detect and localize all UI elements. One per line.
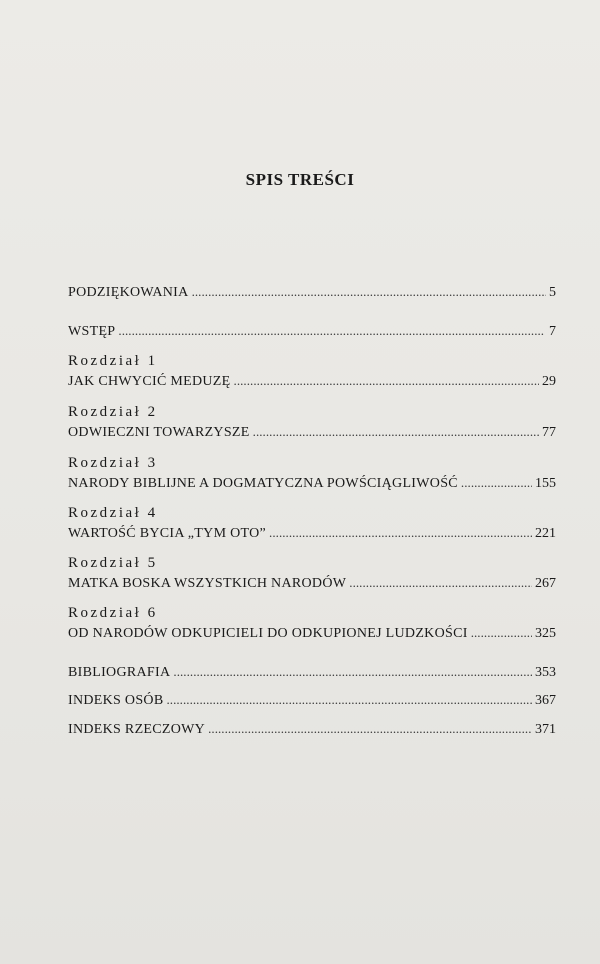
dot-leader bbox=[253, 424, 539, 440]
dot-leader bbox=[173, 664, 532, 680]
toc-page-number: 267 bbox=[535, 576, 556, 591]
toc-line bbox=[68, 284, 556, 301]
chapter-number: Rozdział 1 bbox=[68, 353, 158, 369]
toc-entry-bibliography bbox=[68, 664, 556, 681]
toc-line bbox=[68, 424, 556, 441]
chapter-number: Rozdział 6 bbox=[68, 605, 158, 621]
toc-entry-chapter-3 bbox=[68, 455, 556, 492]
page-title: SPIS TREŚCI bbox=[245, 170, 355, 189]
toc-page-number: 5 bbox=[549, 285, 556, 300]
toc-entry-label: MATKA BOSKA WSZYSTKICH NARODÓW bbox=[68, 576, 347, 591]
toc-entry-chapter-4 bbox=[68, 505, 556, 542]
dot-leader bbox=[461, 475, 532, 491]
toc-page-number: 77 bbox=[542, 425, 556, 440]
chapter-number: Rozdział 4 bbox=[68, 505, 158, 521]
toc-entry-label: OD NARODÓW ODKUPICIELI DO ODKUPIONEJ LUDZKOŚCI bbox=[68, 626, 468, 641]
toc-line bbox=[68, 373, 556, 390]
dot-leader bbox=[118, 323, 546, 339]
toc-entry-index-of-persons bbox=[68, 692, 556, 709]
toc-entry-chapter-2 bbox=[68, 404, 556, 441]
dot-leader bbox=[349, 575, 532, 591]
toc-page-number: 325 bbox=[535, 626, 556, 641]
dot-leader bbox=[234, 373, 539, 389]
dot-leader bbox=[166, 692, 532, 708]
toc-entry-chapter-6 bbox=[68, 605, 556, 642]
toc-entry-chapter-1 bbox=[68, 353, 556, 390]
dot-leader bbox=[208, 721, 532, 737]
toc-page-number: 221 bbox=[535, 526, 556, 541]
toc-entry-label: WSTĘP bbox=[68, 324, 116, 339]
toc-entry-label: PODZIĘKOWANIA bbox=[68, 285, 189, 300]
toc-page-number: 367 bbox=[535, 693, 556, 708]
toc-entry-chapter-5 bbox=[68, 555, 556, 592]
toc-entry-label: BIBLIOGRAFIA bbox=[68, 665, 171, 680]
show-through-text bbox=[370, 90, 570, 130]
toc-line bbox=[68, 323, 556, 340]
chapter-number: Rozdział 5 bbox=[68, 555, 158, 571]
toc-entry-acknowledgements bbox=[68, 284, 556, 301]
toc-page-number: 371 bbox=[535, 722, 556, 737]
toc-line bbox=[68, 664, 556, 681]
toc-entry-label: INDEKS RZECZOWY bbox=[68, 722, 206, 737]
toc-page-number: 155 bbox=[535, 476, 556, 491]
toc-page-number: 29 bbox=[542, 374, 556, 389]
toc-entry-label: ODWIECZNI TOWARZYSZE bbox=[68, 425, 250, 440]
toc-entry-label: JAK CHWYCIĆ MEDUZĘ bbox=[68, 374, 231, 389]
toc-entry-introduction bbox=[68, 323, 556, 340]
dot-leader bbox=[192, 284, 546, 300]
toc-line bbox=[68, 721, 556, 738]
toc-line bbox=[68, 575, 556, 592]
toc-line bbox=[68, 692, 556, 709]
toc-line bbox=[68, 475, 556, 492]
toc-page-number: 7 bbox=[549, 324, 556, 339]
chapter-number: Rozdział 3 bbox=[68, 455, 158, 471]
toc-entry-label: NARODY BIBLIJNE A DOGMATYCZNA POWŚCIĄGLIWOŚĆ bbox=[68, 476, 458, 491]
toc-entry-subject-index bbox=[68, 721, 556, 738]
toc-line bbox=[68, 625, 556, 642]
dot-leader bbox=[269, 525, 532, 541]
chapter-number: Rozdział 2 bbox=[68, 404, 158, 420]
toc-entry-label: INDEKS OSÓB bbox=[68, 693, 164, 708]
toc-entry-label: WARTOŚĆ BYCIA „TYM OTO” bbox=[68, 526, 267, 541]
dot-leader bbox=[471, 625, 532, 641]
toc-page-number: 353 bbox=[535, 665, 556, 680]
toc-line bbox=[68, 525, 556, 542]
